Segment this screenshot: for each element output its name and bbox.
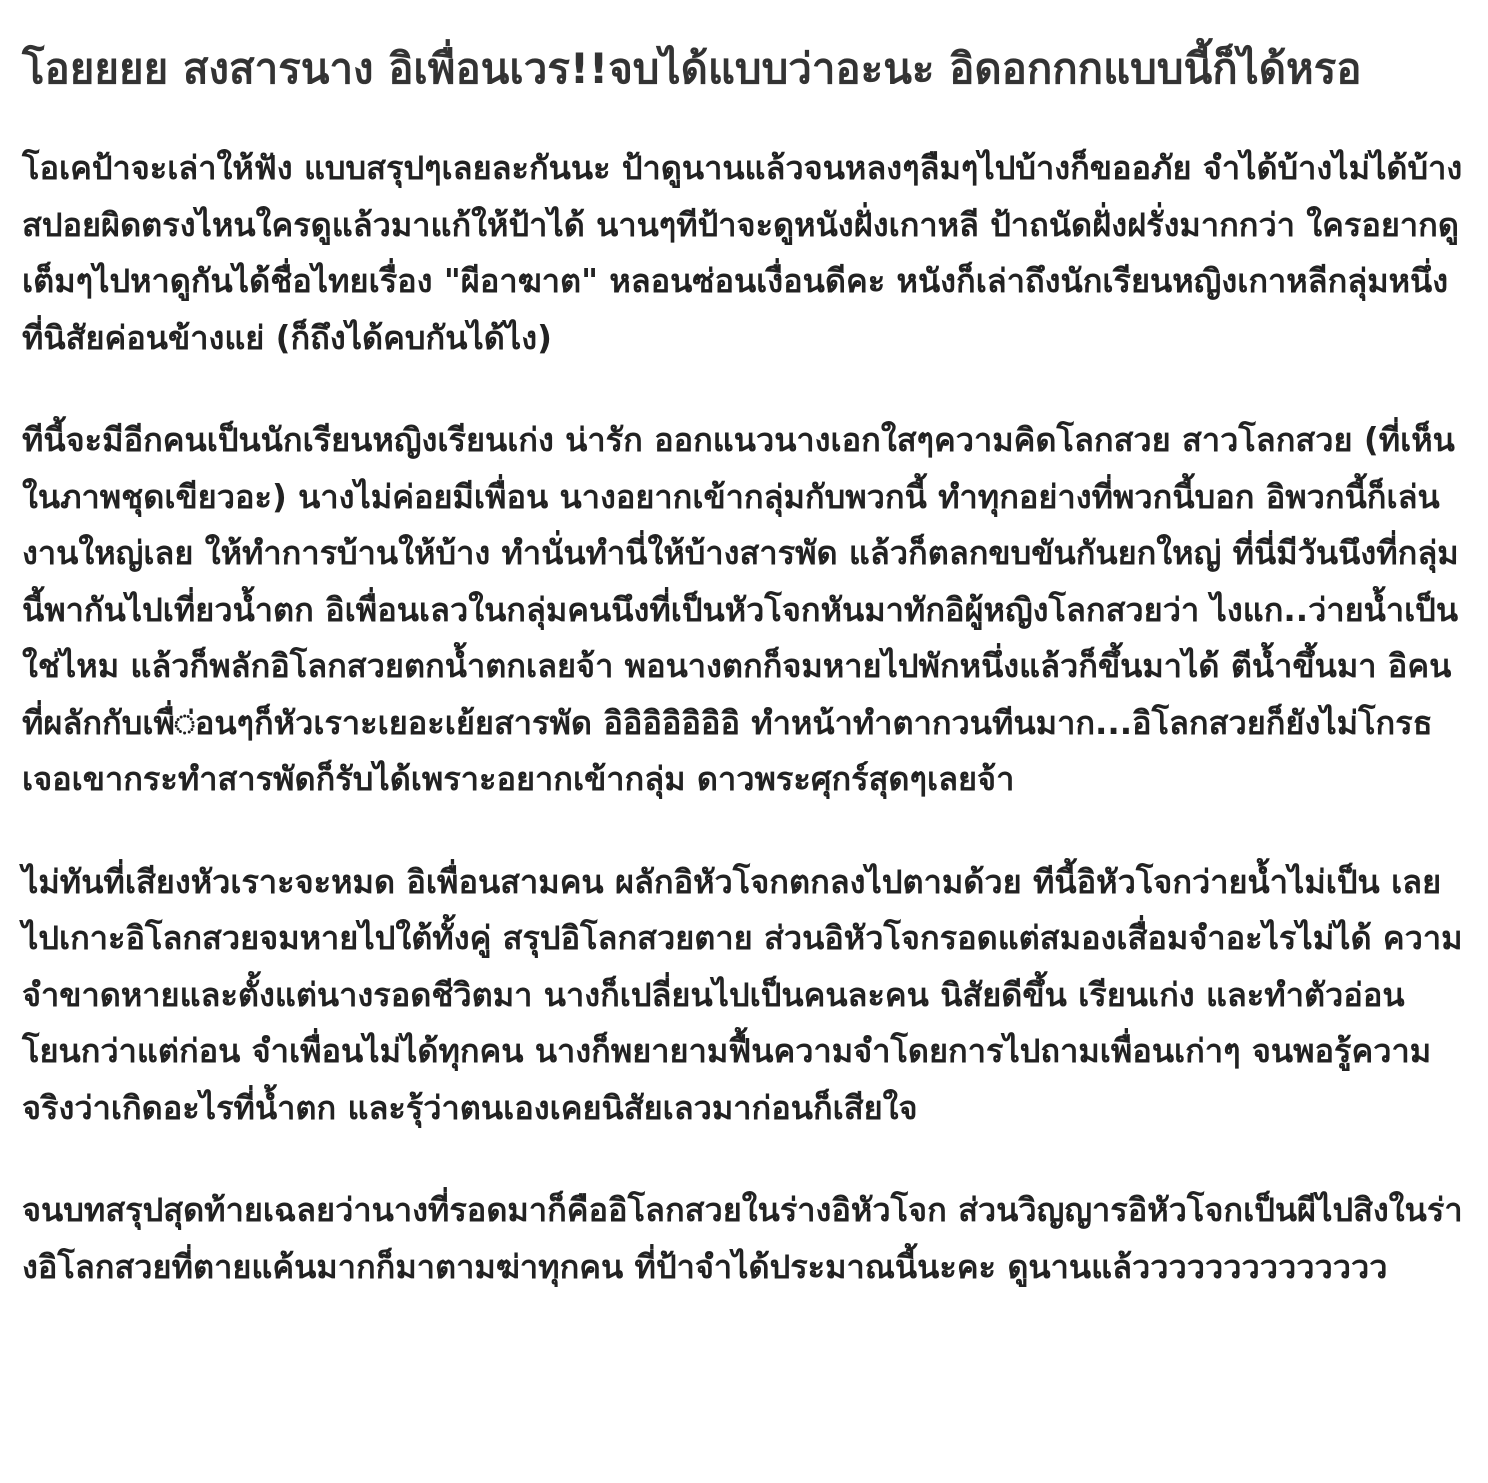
paragraph-story-setup: ทีนี้จะมีอีกคนเป็นนักเรียนหญิงเรียนเก่ง น่ารัก ออกแนวนางเอกใสๆความคิดโลกสวย สาวโลกสวย (ที่เห็นในภาพชุดเขียวอะ) นางไม่ค่อยมีเพื่อน นางอยากเข้ากลุ่มกับพวกนี้ ทำทุกอย่างที่พวกนี้บอก อิพวกนี้ก็เล่นงานใหญ่เลย ให้ทำการบ้านให้บ้าง ทำนั่นทำนี่ให้บ้างสารพัด แล้วก็ตลกขบขันกันยกใหญ่ ที่นี่มีวันนึงที่กลุ่มนี้พากันไปเที่ยวน้ำตก อิเพื่อนเลวในกลุ่มคนนึงที่เป็นหัวโจกหันมาทักอิผู้หญิงโลกสวยว่า ไงแก..ว่ายน้ำเป็นใช่ไหม แล้วก็พลักอิโลกสวยตกน้ำตกเลยจ้า พอนางตกก็จมหายไปพักหนึ่งแล้วก็ขึ้นมาได้ ตีน้ำขึ้นมา อิคนที่ผลักกับเพื่◌่อนๆก็หัวเราะเยอะเย้ยสารพัด อิอิอิอิอิอิอิ ทำหน้าทำตากวนทีนมาก...อิโลกสวยก็ยังไม่โกรธ เจอเขากระทำสารพัดก็รับได้เพราะอยากเข้ากลุ่ม ดาวพระศุกร์สุดๆเลยจ้า — [22, 421, 1459, 798]
paragraph-intro: โอเคป้าจะเล่าให้ฟัง แบบสรุปๆเลยละกันนะ ป้าดูนานแล้วจนหลงๆลืมๆไปบ้างก็ขออภัย จำได้บ้างไม่ได้บ้าง สปอยผิดตรงไหนใครดูแล้วมาแก้ให้ป้าได้ นานๆทีป้าจะดูหนังฝั่งเกาหลี ป้าถนัดฝั่งฝรั่งมากกว่า ใครอยากดูเต็มๆไปหาดูกันได้ชื่อไทยเรื่อง "ผีอาฆาต" หลอนซ่อนเงื่อนดีคะ หนังก็เล่าถึงนักเรียนหญิงเกาหลีกลุ่มหนึ่งที่นิสัยค่อนข้างแย่ (ก็ถึงได้คบกันได้ไง) — [22, 149, 1463, 357]
paragraph-ending: จนบทสรุปสุดท้ายเฉลยว่านางที่รอดมาก็คืออิโลกสวยในร่างอิหัวโจก ส่วนวิญญารอิหัวโจกเป็นผีไปสิงในร่างอิโลกสวยที่ตายแค้นมากก็มาตามฆ่าทุกคน ที่ป้าจำได้ประมาณนี้นะคะ ดูนานแล้วววววววววววววว — [22, 1191, 1463, 1286]
article-title: โอยยยย สงสารนาง อิเพื่อนเวร!!จบได้แบบว่าอะนะ อิดอกกกแบบนี้ก็ได้หรอ — [22, 44, 1362, 93]
paragraph-story-twist: ไม่ทันที่เสียงหัวเราะจะหมด อิเพื่อนสามคน ผลักอิหัวโจกตกลงไปตามด้วย ทีนี้อิหัวโจกว่ายน้ำไม่เป็น เลยไปเกาะอิโลกสวยจมหายไปใต้ทั้งคู่ สรุปอิโลกสวยตาย ส่วนอิหัวโจกรอดแต่สมองเสื่อมจำอะไรไม่ได้ ความจำขาดหายและตั้งแต่นางรอดชีวิตมา นางก็เปลี่ยนไปเป็นคนละคน นิสัยดีขึ้น เรียนเก่ง และทำตัวอ่อนโยนกว่าแต่ก่อน จำเพื่อนไม่ได้ทุกคน นางก็พยายามฟื้นความจำโดยการไปถามเพื่อนเก่าๆ จนพอรู้ความจริงว่าเกิดอะไรที่น้ำตก และรุ้ว่าตนเองเคยนิสัยเลวมาก่อนก็เสียใจ — [22, 862, 1463, 1127]
article — [22, 38, 1466, 1295]
